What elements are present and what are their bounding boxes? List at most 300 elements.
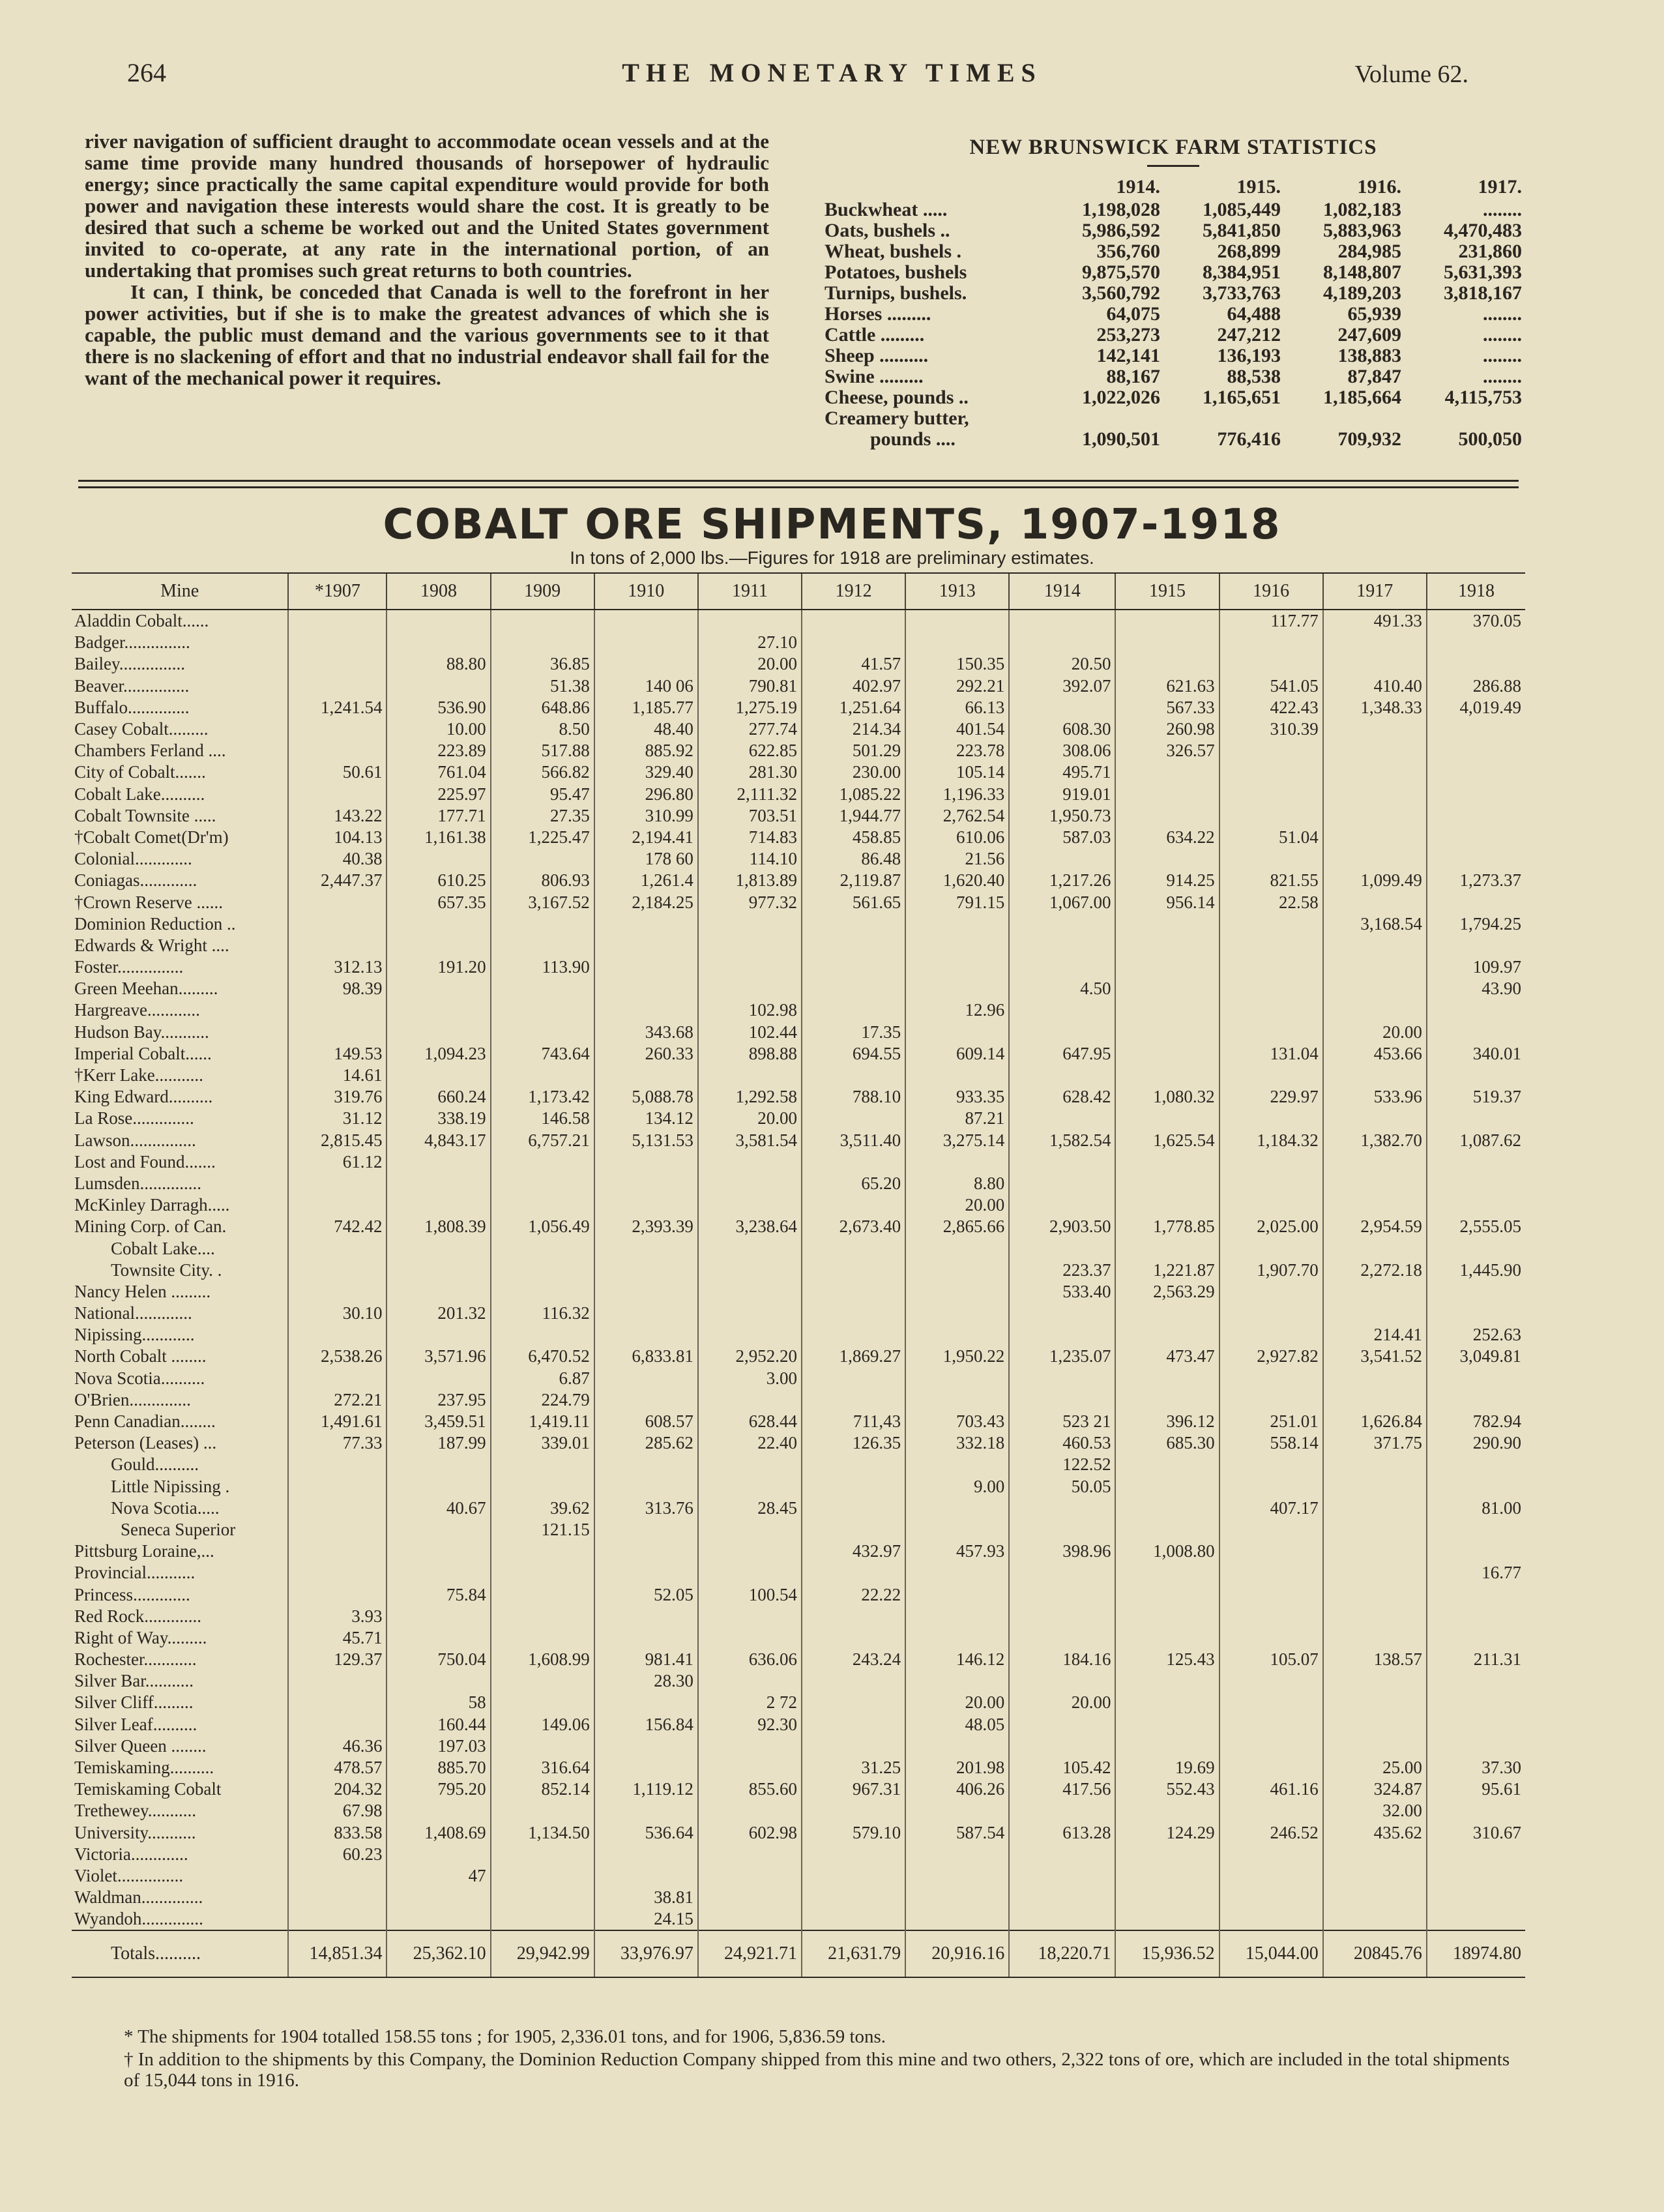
shipment-value — [1009, 632, 1115, 653]
shipment-value: 129.37 — [288, 1649, 387, 1670]
shipment-value — [288, 1584, 387, 1605]
shipment-value: 495.71 — [1009, 761, 1115, 783]
shipment-value: 177.71 — [387, 805, 490, 827]
shipment-value — [594, 1281, 698, 1303]
shipment-value: 795.20 — [387, 1778, 490, 1800]
shipment-value: 2,673.40 — [802, 1216, 905, 1237]
shipment-value: 1,119.12 — [594, 1778, 698, 1800]
table-row — [72, 632, 1525, 653]
shipment-value: 6,470.52 — [491, 1346, 594, 1367]
shipment-value: 1,085.22 — [802, 784, 905, 805]
shipment-value — [698, 1627, 802, 1649]
shipment-value: 1,225.47 — [491, 827, 594, 848]
shipment-value: 536.90 — [387, 697, 490, 718]
shipment-value — [1219, 1584, 1323, 1605]
shipment-value — [698, 1151, 802, 1173]
shipment-value: 566.82 — [491, 761, 594, 783]
nb-stats-value: 64,488 — [1227, 303, 1281, 325]
shipment-value — [1115, 1865, 1219, 1887]
shipment-value — [594, 935, 698, 956]
shipment-value — [594, 1519, 698, 1541]
nb-stats-row — [825, 241, 1522, 262]
shipment-value: 316.64 — [491, 1757, 594, 1778]
shipment-value: 833.58 — [288, 1822, 387, 1844]
shipment-value: 1,625.54 — [1115, 1130, 1219, 1151]
shipment-value — [698, 1844, 802, 1865]
shipment-value — [387, 978, 490, 999]
shipment-value: 885.70 — [387, 1757, 490, 1778]
shipment-value — [491, 610, 594, 632]
shipment-value — [1323, 1865, 1427, 1887]
shipment-value — [1219, 1908, 1323, 1930]
shipment-value: 296.80 — [594, 784, 698, 805]
shipment-value — [1427, 784, 1525, 805]
shipment-value: 552.43 — [1115, 1778, 1219, 1800]
nb-stats-value: ........ — [1483, 345, 1522, 366]
shipment-value: 478.57 — [288, 1757, 387, 1778]
shipment-value — [698, 956, 802, 978]
footnote-asterisk: * The shipments for 1904 totalled 158.55 tons ; for 1905, 2,336.01 tons, and for 1906, 5,836.59 tons. — [124, 2026, 886, 2047]
mine-name: Gould.......... — [111, 1454, 199, 1475]
table-row — [72, 1908, 1525, 1930]
shipment-value — [594, 1562, 698, 1584]
nb-stats-value: 4,470,483 — [1444, 220, 1522, 241]
shipment-value: 223.37 — [1009, 1260, 1115, 1281]
shipment-value: 332.18 — [905, 1432, 1009, 1454]
shipment-value — [905, 1389, 1009, 1411]
shipment-value: 310.39 — [1219, 718, 1323, 740]
shipment-value — [1323, 1627, 1427, 1649]
shipment-value — [1427, 1281, 1525, 1303]
shipment-value — [1323, 1368, 1427, 1389]
shipment-value — [288, 1173, 387, 1194]
shipment-value — [1009, 956, 1115, 978]
shipment-value: 12.96 — [905, 999, 1009, 1021]
shipment-value: 1,196.33 — [905, 784, 1009, 805]
shipment-value — [1323, 632, 1427, 653]
year-header: 1915. — [1236, 176, 1281, 198]
shipment-value: 160.44 — [387, 1714, 490, 1735]
shipment-value: 260.33 — [594, 1043, 698, 1065]
table-row — [72, 1584, 1525, 1605]
nb-stats-value: 5,986,592 — [1082, 220, 1160, 241]
shipment-value — [1219, 1476, 1323, 1497]
shipment-value — [1323, 1714, 1427, 1735]
shipment-value: 105.14 — [905, 761, 1009, 783]
shipment-value: 602.98 — [698, 1822, 802, 1844]
shipment-value: 45.71 — [288, 1627, 387, 1649]
shipment-value: 338.19 — [387, 1108, 490, 1129]
shipment-value: 3,275.14 — [905, 1130, 1009, 1151]
shipment-value: 711,43 — [802, 1411, 905, 1432]
shipment-value: 6,833.81 — [594, 1346, 698, 1367]
mine-name: Red Rock............. — [74, 1606, 201, 1626]
shipment-value: 435.62 — [1323, 1822, 1427, 1844]
shipment-value — [288, 632, 387, 653]
shipment-value — [1219, 1735, 1323, 1757]
nb-stats-value: 284,985 — [1337, 241, 1401, 262]
shipment-value — [802, 999, 905, 1021]
shipment-value: 41.57 — [802, 653, 905, 675]
shipment-value — [1009, 1562, 1115, 1584]
shipment-value — [594, 632, 698, 653]
shipment-value: 51.04 — [1219, 827, 1323, 848]
shipment-value — [1219, 1237, 1323, 1259]
nb-stats-label: pounds .... — [870, 428, 956, 450]
shipment-value — [491, 1908, 594, 1930]
shipment-value — [1427, 1908, 1525, 1930]
shipment-value: 1,950.73 — [1009, 805, 1115, 827]
shipment-value: 5,088.78 — [594, 1086, 698, 1108]
shipment-value — [594, 978, 698, 999]
shipment-value — [698, 610, 802, 632]
year-header: 1916. — [1357, 176, 1401, 198]
shipment-value — [491, 632, 594, 653]
shipment-value — [1219, 935, 1323, 956]
shipment-value — [1427, 1606, 1525, 1627]
shipment-value: 2,184.25 — [594, 891, 698, 913]
shipment-value: 51.38 — [491, 675, 594, 697]
shipment-value: 21.56 — [905, 848, 1009, 870]
shipment-value: 914.25 — [1115, 870, 1219, 891]
nb-stats-table — [825, 176, 1522, 450]
table-row — [72, 1476, 1525, 1497]
shipment-value: 628.44 — [698, 1411, 802, 1432]
nb-stats-label: Turnips, bushels. — [825, 282, 967, 304]
mine-name: Silver Queen ........ — [74, 1735, 207, 1756]
shipment-value: 187.99 — [387, 1432, 490, 1454]
shipment-value — [802, 1194, 905, 1216]
table-row — [72, 1735, 1525, 1757]
shipment-value — [802, 1237, 905, 1259]
shipment-value — [288, 740, 387, 761]
shipment-value: 16.77 — [1427, 1562, 1525, 1584]
shipment-value — [1219, 1303, 1323, 1324]
mine-name: University........... — [74, 1822, 196, 1842]
shipment-value — [698, 1670, 802, 1692]
shipment-value: 3,168.54 — [1323, 913, 1427, 935]
table-row — [72, 1692, 1525, 1713]
shipment-value: 134.12 — [594, 1108, 698, 1129]
shipment-value — [1427, 1887, 1525, 1908]
shipment-value: 229.97 — [1219, 1086, 1323, 1108]
shipment-value — [1427, 999, 1525, 1021]
shipment-value: 20.00 — [1009, 1692, 1115, 1713]
nb-stats-value — [1040, 408, 1160, 429]
shipment-value — [1115, 653, 1219, 675]
shipment-value — [491, 1627, 594, 1649]
shipment-value — [698, 1389, 802, 1411]
shipment-value — [802, 1844, 905, 1865]
shipment-value — [1323, 1887, 1427, 1908]
shipment-value — [594, 1237, 698, 1259]
nb-stats-value: 709,932 — [1337, 428, 1401, 450]
shipment-value: 2,762.54 — [905, 805, 1009, 827]
table-row — [72, 1844, 1525, 1865]
shipment-value — [1323, 978, 1427, 999]
shipment-value — [1115, 956, 1219, 978]
table-row — [72, 1562, 1525, 1584]
shipment-value: 703.43 — [905, 1411, 1009, 1432]
shipment-value: 2,927.82 — [1219, 1346, 1323, 1367]
nb-stats-value — [1281, 408, 1401, 429]
shipment-value: 636.06 — [698, 1649, 802, 1670]
nb-stats-value: 1,085,449 — [1203, 199, 1281, 220]
shipment-value — [594, 1454, 698, 1475]
shipment-value: 703.51 — [698, 805, 802, 827]
shipment-value — [802, 978, 905, 999]
shipment-value: 533.40 — [1009, 1281, 1115, 1303]
mine-name: Foster............... — [74, 957, 184, 977]
shipment-value — [1427, 1627, 1525, 1649]
shipment-value — [1427, 1714, 1525, 1735]
table-row — [72, 1778, 1525, 1800]
total-value: 18974.80 — [1427, 1930, 1525, 1977]
year-column-header: 1909 — [491, 573, 594, 610]
shipment-value — [1219, 632, 1323, 653]
table-row — [72, 697, 1525, 718]
shipment-value: 392.07 — [1009, 675, 1115, 697]
shipment-value — [1009, 1627, 1115, 1649]
shipment-value: 92.30 — [698, 1714, 802, 1735]
totals-label: Totals.......... — [72, 1930, 288, 1977]
total-value: 15,044.00 — [1219, 1930, 1323, 1977]
shipment-value — [1219, 1692, 1323, 1713]
table-row — [72, 1411, 1525, 1432]
shipment-value — [1219, 1108, 1323, 1129]
shipment-value — [1009, 1065, 1115, 1086]
shipment-value — [387, 1151, 490, 1173]
shipment-value — [288, 1476, 387, 1497]
mine-name: Victoria............. — [74, 1844, 188, 1864]
total-value: 20845.76 — [1323, 1930, 1427, 1977]
shipment-value — [1219, 1887, 1323, 1908]
nb-stats-label: Sheep .......... — [825, 345, 929, 366]
year-column-header: 1914 — [1009, 573, 1115, 610]
shipment-value — [594, 1368, 698, 1389]
shipment-value: 1,608.99 — [491, 1649, 594, 1670]
shipment-value — [594, 1260, 698, 1281]
shipment-value — [1009, 1022, 1115, 1043]
shipment-value: 622.85 — [698, 740, 802, 761]
shipment-value — [1323, 848, 1427, 870]
shipment-value — [1115, 1735, 1219, 1757]
nb-stats-value: 247,609 — [1337, 324, 1401, 346]
shipment-value — [1009, 935, 1115, 956]
shipment-value — [1427, 1476, 1525, 1497]
shipment-value: 86.48 — [802, 848, 905, 870]
shipment-value — [905, 1260, 1009, 1281]
shipment-value — [905, 1454, 1009, 1475]
shipment-value — [1323, 1844, 1427, 1865]
shipment-value: 491.33 — [1323, 610, 1427, 632]
shipment-value — [387, 1800, 490, 1821]
shipment-value: 3,049.81 — [1427, 1346, 1525, 1367]
shipment-value: 312.13 — [288, 956, 387, 978]
shipment-value — [802, 1606, 905, 1627]
shipment-value — [288, 1670, 387, 1692]
shipment-value: 1,080.32 — [1115, 1086, 1219, 1108]
year-column-header: 1911 — [698, 573, 802, 610]
mine-name: Lost and Found....... — [74, 1151, 216, 1172]
shipment-value — [1323, 1237, 1427, 1259]
shipment-value — [905, 1735, 1009, 1757]
shipment-value — [491, 1887, 594, 1908]
mine-name: Coniagas............. — [74, 870, 197, 891]
shipment-value — [594, 1173, 698, 1194]
shipment-value: 1,185.77 — [594, 697, 698, 718]
shipment-value: 742.42 — [288, 1216, 387, 1237]
shipment-value: 458.85 — [802, 827, 905, 848]
shipment-value: 981.41 — [594, 1649, 698, 1670]
shipment-value — [802, 632, 905, 653]
shipment-value: 124.29 — [1115, 1822, 1219, 1844]
shipment-value: 3,167.52 — [491, 891, 594, 913]
mine-name: Buffalo.............. — [74, 697, 190, 717]
nb-stats-row — [825, 262, 1522, 283]
shipment-value: 204.32 — [288, 1778, 387, 1800]
year-column-header: 1917 — [1323, 573, 1427, 610]
shipment-value: 694.55 — [802, 1043, 905, 1065]
shipment-value — [802, 935, 905, 956]
shipment-value: 790.81 — [698, 675, 802, 697]
shipment-value: 40.38 — [288, 848, 387, 870]
shipment-value: 340.01 — [1427, 1043, 1525, 1065]
shipment-value: 20.00 — [905, 1692, 1009, 1713]
shipment-value — [905, 1497, 1009, 1519]
nb-stats-row — [825, 283, 1522, 304]
shipment-value — [698, 1606, 802, 1627]
shipment-value — [288, 999, 387, 1021]
shipment-value — [905, 1281, 1009, 1303]
year-column-header: 1918 — [1427, 573, 1525, 610]
table-row — [72, 653, 1525, 675]
shipment-value — [491, 978, 594, 999]
shipment-value — [288, 718, 387, 740]
shipment-value: 660.24 — [387, 1086, 490, 1108]
shipment-value: 201.98 — [905, 1757, 1009, 1778]
shipment-value — [698, 1454, 802, 1475]
shipment-value — [1009, 1606, 1115, 1627]
shipment-value — [1323, 1151, 1427, 1173]
year-column-header: 1908 — [387, 573, 490, 610]
shipment-value: 290.90 — [1427, 1432, 1525, 1454]
shipment-value: 2 72 — [698, 1692, 802, 1713]
nb-stats-value: 8,384,951 — [1203, 261, 1281, 283]
table-row — [72, 1303, 1525, 1324]
shipment-value: 223.78 — [905, 740, 1009, 761]
shipment-value: 2,025.00 — [1219, 1216, 1323, 1237]
shipment-value: 32.00 — [1323, 1800, 1427, 1821]
shipment-value — [594, 1800, 698, 1821]
nb-stats-value: 142,141 — [1096, 345, 1160, 366]
shipment-value — [1009, 1670, 1115, 1692]
shipment-value: 1,275.19 — [698, 697, 802, 718]
shipment-value — [1219, 1065, 1323, 1086]
mine-name: O'Brien.............. — [74, 1389, 191, 1409]
nb-stats-value: 64,075 — [1106, 303, 1160, 325]
shipment-value — [905, 913, 1009, 935]
shipment-value: 402.97 — [802, 675, 905, 697]
shipment-value — [288, 935, 387, 956]
shipment-value — [387, 1476, 490, 1497]
nb-stats-value: 500,050 — [1458, 428, 1522, 450]
shipment-value: 224.79 — [491, 1389, 594, 1411]
shipment-value — [1009, 1151, 1115, 1173]
shipment-value — [698, 1281, 802, 1303]
shipment-value — [1323, 1584, 1427, 1605]
mine-name: Mining Corp. of Can. — [74, 1217, 227, 1237]
shipment-value: 149.06 — [491, 1714, 594, 1735]
shipment-value — [1115, 1692, 1219, 1713]
shipment-value — [1219, 1714, 1323, 1735]
shipment-value: 343.68 — [594, 1022, 698, 1043]
shipment-value: 457.93 — [905, 1541, 1009, 1562]
table-row — [72, 1865, 1525, 1887]
shipment-value: 61.12 — [288, 1151, 387, 1173]
mine-name: City of Cobalt....... — [74, 762, 206, 782]
shipment-value — [1115, 999, 1219, 1021]
table-row — [72, 1022, 1525, 1043]
shipment-value — [1115, 1454, 1219, 1475]
shipment-value — [594, 1324, 698, 1346]
mine-name: McKinley Darragh..... — [74, 1195, 230, 1215]
nb-stats-title: NEW BRUNSWICK FARM STATISTICS — [969, 136, 1377, 159]
shipment-value — [905, 1151, 1009, 1173]
shipment-value: 541.05 — [1219, 675, 1323, 697]
shipment-value — [1219, 1670, 1323, 1692]
mine-name: Little Nipissing . — [111, 1476, 230, 1496]
shipment-value: 579.10 — [802, 1822, 905, 1844]
shipment-value: 401.54 — [905, 718, 1009, 740]
shipment-value — [905, 1627, 1009, 1649]
shipment-value: 286.88 — [1427, 675, 1525, 697]
shipment-value: 1,808.39 — [387, 1216, 490, 1237]
shipment-value: 98.39 — [288, 978, 387, 999]
shipment-value — [288, 1865, 387, 1887]
shipment-value: 197.03 — [387, 1735, 490, 1757]
shipment-value — [905, 956, 1009, 978]
shipment-value: 609.14 — [905, 1043, 1009, 1065]
shipment-value: 22.40 — [698, 1432, 802, 1454]
shipment-value — [288, 1260, 387, 1281]
total-value: 18,220.71 — [1009, 1930, 1115, 1977]
shipment-value — [387, 999, 490, 1021]
nb-stats-row — [825, 387, 1522, 408]
table-row — [72, 1368, 1525, 1389]
shipment-value: 919.01 — [1009, 784, 1115, 805]
shipment-value: 1,869.27 — [802, 1346, 905, 1367]
shipment-value: 1,950.22 — [905, 1346, 1009, 1367]
shipment-value — [491, 1562, 594, 1584]
table-row — [72, 1216, 1525, 1237]
shipment-value — [1219, 740, 1323, 761]
shipment-value: 105.07 — [1219, 1649, 1323, 1670]
shipment-value: 1,445.90 — [1427, 1260, 1525, 1281]
shipment-value: 1,241.54 — [288, 697, 387, 718]
shipment-value — [491, 1260, 594, 1281]
shipment-value: 743.64 — [491, 1043, 594, 1065]
shipment-value — [1009, 1800, 1115, 1821]
shipment-value — [905, 1562, 1009, 1584]
mine-name: †Cobalt Comet(Dr'm) — [74, 827, 229, 847]
shipment-value — [594, 1151, 698, 1173]
total-value: 33,976.97 — [594, 1930, 698, 1977]
shipment-value: 140 06 — [594, 675, 698, 697]
shipment-value — [1115, 848, 1219, 870]
shipment-value: 121.15 — [491, 1519, 594, 1541]
shipment-value — [1115, 632, 1219, 653]
